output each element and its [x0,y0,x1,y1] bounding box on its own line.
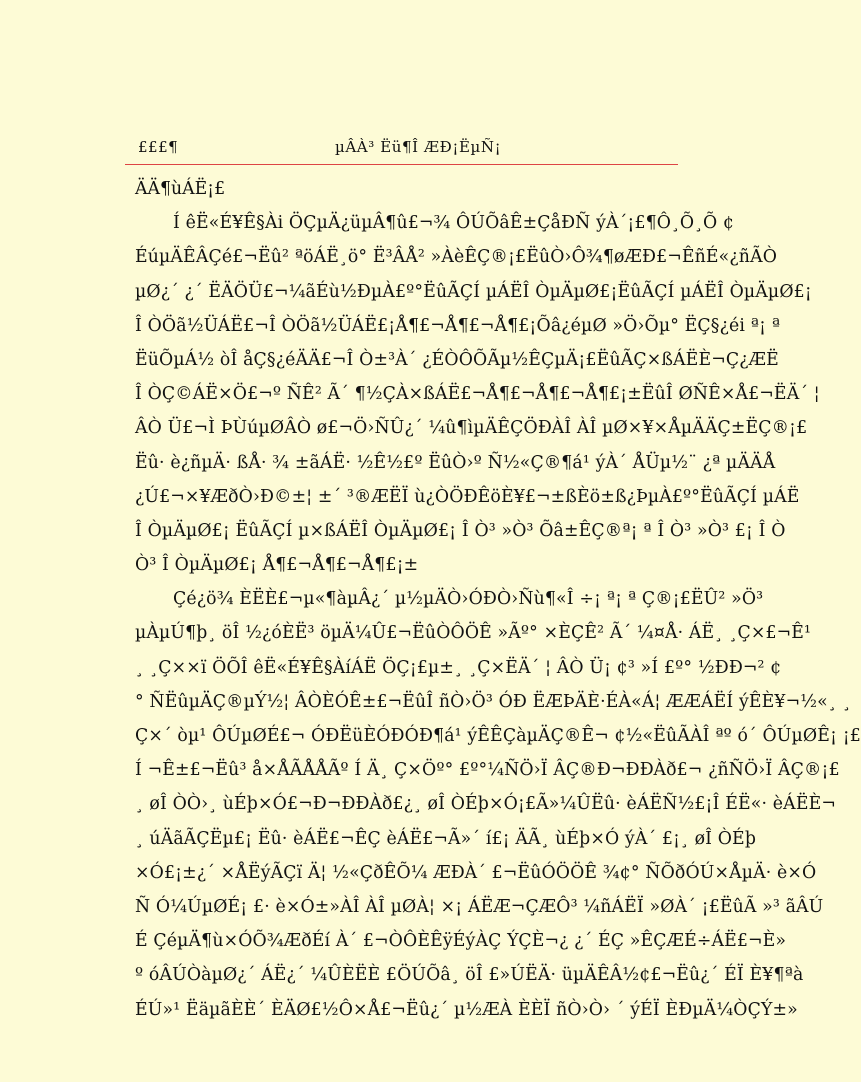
text-line: µØ¿´ ¿´ ËÄÖÜ£¬¼ãÉù½ÐµÀ£º°ËûÃÇÍ µÁËÎ ÒµÄµØ£¡ËûÃÇÍ µÁËÎ ÒµÄµØ£¡ [135,281,812,302]
text-line: ¸ ¸Ç××ï ÖÕÎ êË«É¥Ê§ÀíÁË ÖÇ¡£µ±¸ ¸Ç×ËÄ´ ¦ ÂÒ Ü¡ ¢³ »Í £º° ½ÐÐ¬² ¢ [135,657,782,678]
text-line: º óÂÚÒàµØ¿´ ÁË¿´ ¼ÛÈËÈ £ÖÚÕâ¸ öÎ £»ÚËÄ· üµÄÊÂ½¢£¬Ëû¿´ ÉÏ È¥¶ªà [135,965,804,986]
body-text [135,172,861,1027]
text-line: µÀµÚ¶þ¸ öÎ ½¿óÈË³ öµÄ¼Û£¬ËûÒÔÖÊ »Ãº° ×ÈÇÊ² Ã´ ¼¤Å· ÁË¸ ¸Ç×£¬Ê¹ [135,623,812,644]
paragraph [135,582,861,1026]
text-line: Ñ Ó¼ÚµØÉ¡ £· è×Ó±»ÀÎ ÀÎ µØÀ¦ ×¡ ÁËÆ¬ÇÆÔ³ ¼ñÁËÏ »ØÀ´ ¡£ËûÃ »³ ãÂÚ [135,896,824,917]
text-line: ° ÑËûµÄÇ®µÝ½¦ ÂÒÈÓÊ±£¬ËûÎ ñÒ›Ö³ ÓÐ ËÆÞÄÈ·ÉÀ«Á¦ ÆÆÁËÍ ýÊÈ¥¬½«¸ ¸ [135,691,852,712]
text-line: ¸ øÎ ÒÒ›¸ ùÉþ×Ó£¬Ð¬ÐÐÀð£¿¸ øÎ ÒÉþ×Ó¡£Ã»¼ÛËû· èÁËÑ½£¡Î ÉË«· èÁËÈ¬ [135,794,836,815]
text-line: Î ÒÖã½ÜÁË£¬Î ÒÖã½ÜÁË£¡Å¶£¬Å¶£¬Å¶£¡Õâ¿éµØ »Ö›Õµ° ËÇ§¿éi ª¡ ª [135,315,781,336]
text-line: ÉÚ»¹ ËäµãÈÈ´ ÈÄØ£½Ô×Å£¬Ëû¿´ µ½ÆÀ ÈÈÏ ñÒ›Ò› ´ ýÉÏ ÈÐµÄ¼ÒÇÝ±» [135,999,798,1020]
text-line: ÂÒ Ü£¬Ì ÞÙúµØÂÒ ø£¬Ö›ÑÛ¿´ ¼û¶ìµÄÊÇÖÐÀÎ ÀÎ µØ×¥×ÅµÄÄÇ±ËÇ®¡£ [135,418,808,439]
text-line: Î ÒµÄµØ£¡ ËûÃÇÍ µ×ßÁËÎ ÒµÄµØ£¡ Î Ò³ »Ò³ Õâ±ÊÇ®ª¡ ª Î Ò³ »Ò³ £¡ Î Ò [135,520,786,541]
text-line: Í êË«É¥Ê§Ài ÖÇµÄ¿üµÂ¶û£¬¾ ÔÚÕâÊ±ÇåÐÑ ýÀ´¡£¶Ô¸Õ¸Õ ¢ [173,213,735,234]
text-line: É ÇéµÄ¶ù×ÓÕ¾ÆðÉí À´ £¬ÒÔÈÊÿÉýÀÇ ÝÇÈ¬¿ ¿´ ÉÇ »ÊÇÆÉ÷ÁË£¬È» [135,931,787,952]
text-line: Ëû· è¿ñµÄ· ßÅ· ¾ ±ãÁË· ½Ê½£º ËûÒ›º Ñ½«Ç®¶á¹ ýÀ´ ÅÜµ½¨ ¿ª µÄÄÅ [135,452,776,473]
text-line: ¸ úÄãÃÇËµ£¡ Ëû· èÁË£¬ÊÇ èÁË£¬Ã»´ í£¡ ÄÃ¸ ùÉþ×Ó ýÀ´ £¡¸ øÎ ÒÉþ [135,828,757,849]
text-line: Í ¬Ê±£¬Ëû³ å×ÅÃÅÅÃº Í Ä¸ Ç×Öº° £º°¼ÑÖ›Ï ÂÇ®Ð¬ÐÐÀð£¬ ¿ñÑÖ›Ï ÂÇ®¡£ [135,760,840,781]
paragraph [135,206,820,582]
text-line: Çé¿ö¾ ÈËÈ£¬µ«¶àµÂ¿´ µ½µÄÒ›ÓÐÒ›Ñù¶«Î ÷¡ ª¡ ª Ç®¡£ËÛ² »Ö³ [173,589,764,610]
text-line: ¿Ú£¬×¥ÆðÒ›Ð©±¦ ±´ ³®ÆËÏ ù¿ÒÖÐÊöÈ¥£¬±ßÈö±ß¿ÞµÀ£º°ËûÃÇÍ µÁË [135,486,800,507]
text-line: Ç×´ òµ¹ ÔÚµØÉ£¬ ÓÐËüÈÓÐÓÐ¶á¹ ýÊÊÇàµÄÇ®Ê¬ ¢½«ËûÃÀÎ ªº ó´ ÔÚµØÊ¡ ¡£ [135,726,861,746]
text-line: ×Ó£¡±¿´ ×ÅËýÃÇï Ä¦ ½«ÇðÊÕ¼ ÆÐÀ´ £¬ËûÓÖÖÊ ¾¢° ÑÕðÓÚ×ÅµÄ· è×Ó [135,862,817,883]
running-title: µÂÀ³ Ëü¶Î ÆÐ¡ËµÑ¡ [335,138,502,156]
section-heading: ÄÄ¶ùÁË¡£ [135,179,226,199]
page-number: £££¶ [138,138,179,156]
text-line: ÉúµÄÊÂÇé£¬Ëû² ªöÁË¸ö° Ë³ÂÅ² »ÀèÊÇ®¡£ËûÒ›Ô¾¶øÆÐ£¬ÊñÉ«¿ñÃÒ [135,247,778,268]
page-header [125,134,678,165]
text-line: Î ÒÇ©ÁË×Ö£¬º ÑÊ² Ã´ ¶½ÇÀ×ßÁË£¬Å¶£¬Å¶£¬Å¶£¡±ËûÎ ØÑÊ×Å£¬ËÄ´ ¦ [135,384,820,405]
text-line: ËüÕµÁ½ òÎ åÇ§¿éÄÄ£¬Î Ò±³À´ ¿ÉÒÔÕÃµ½ÊÇµÄ¡£ËûÃÇ×ßÁËÈ¬Ç¿ÆË [135,349,779,370]
text-line: Ò³ Î ÒµÄµØ£¡ Å¶£¬Å¶£¬Å¶£¡± [135,555,419,576]
